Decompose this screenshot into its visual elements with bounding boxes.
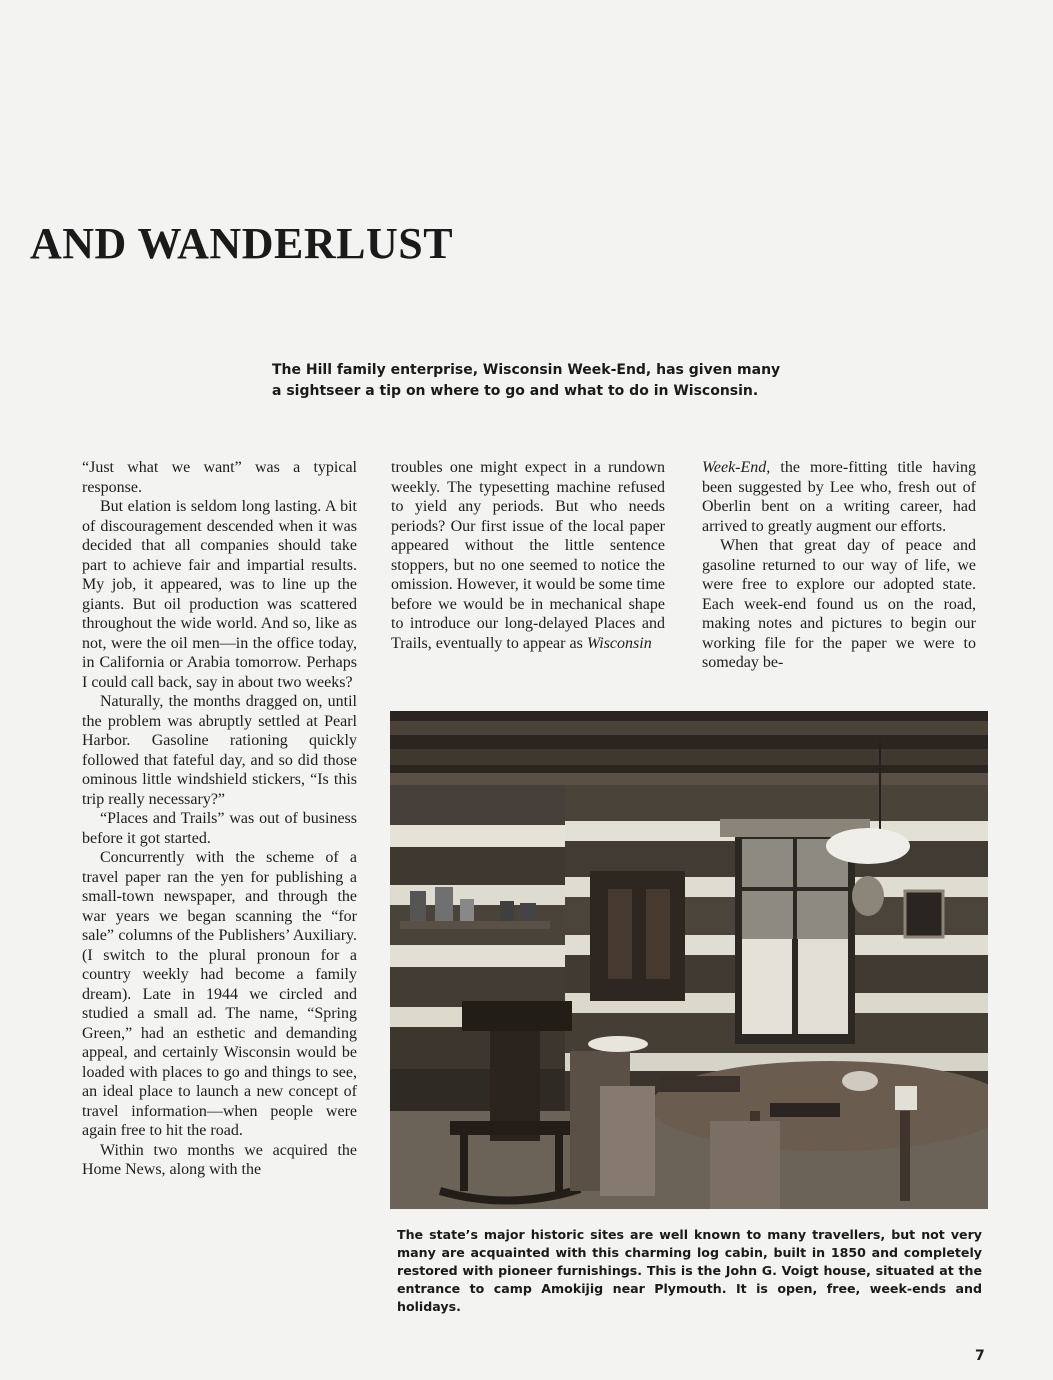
paragraph: Within two months we acquired the Home News, along with the — [82, 1141, 357, 1178]
paragraph-text: the more-fitting title having been suggested by Lee who, fresh out of Oberlin bent on a writing career, had arrived to greatly augment our efforts. — [702, 459, 976, 535]
paragraph: Concurrently with the scheme of a travel paper ran the yen for publishing a small-town newspaper, and through the war years we began scanning the “for sale” columns of the Publishers’ Auxiliary. (I switch to the plural pronoun for a country weekly had become a family dream). Late in 1944 we circled and studied a small ad. The name, “Spring Green,” had an esthetic and demanding appeal, and certainly Wisconsin would be loaded with places to go and things to see, an ideal place to launch a new concept of travel information—when people were again free to hit the road. — [82, 849, 357, 1139]
body-column-1 — [82, 458, 357, 1180]
paragraph: “Places and Trails” was out of business before it got started. — [82, 810, 357, 847]
italic-title: Week-End, — [702, 459, 771, 476]
washbasin — [588, 1036, 648, 1052]
body-column-2 — [391, 458, 665, 653]
article-title: AND WANDERLUST — [30, 219, 454, 268]
corner-cupboard — [590, 871, 685, 1001]
photo-caption: The state’s major historic sites are well known to many travellers, but not very many are acquainted with this charming log cabin, built in 1850 and completely restored with pioneer furnishings. This is the John G. Voigt house, situated at the entrance to camp Amokijig near Plymouth. It is open, free, week-ends and holidays. — [397, 1227, 982, 1314]
cabin-interior-photo — [390, 711, 988, 1209]
cabin-photo-illustration — [390, 711, 988, 1209]
paragraph: “Just what we want” was a typical response. — [82, 459, 357, 496]
wall-picture — [905, 891, 943, 937]
paragraph: Naturally, the months dragged on, until the problem was abruptly settled at Pearl Harbor. Gasoline rationing quickly followed that fateful day, and so did those ominous little windshield stickers, “Is this trip really necessary?” — [82, 693, 357, 808]
page-number: 7 — [975, 1348, 985, 1364]
body-column-3 — [702, 458, 976, 673]
paragraph — [702, 458, 976, 536]
paragraph: When that great day of peace and gasoline returned to our way of life, we were free to explore our adopted state. Each week-end found us on the road, making notes and pictures to begin our working file for the paper we were to someday be- — [702, 537, 976, 671]
italic-title: Wisconsin — [586, 634, 652, 652]
paragraph-text: troubles one might expect in a rundown weekly. The typesetting machine refused to yield any periods. But who needs periods? Our first issue of the local paper appeared without the little sentence stoppers, but no one seemed to notice the omission. However, it would be some time before we would be in mechanical shape to introduce our long-delayed Places and Trails, eventually to appear as — [391, 459, 665, 652]
article-deck: The Hill family enterprise, Wisconsin Week-End, has given many a sightseer a tip on where to go and what to do in Wisconsin. — [272, 362, 781, 399]
paragraph — [391, 458, 665, 653]
paragraph: But elation is seldom long lasting. A bit of discouragement descended when it was decided that all companies should take part to achieve fair and impartial results. My job, it appeared, was to line up the giants. But oil production was scattered throughout the wide world. And so, like as not, were the oil men—in the office today, in California or Arabia tomorrow. Perhaps I could call back, say in about two weeks? — [82, 498, 357, 691]
